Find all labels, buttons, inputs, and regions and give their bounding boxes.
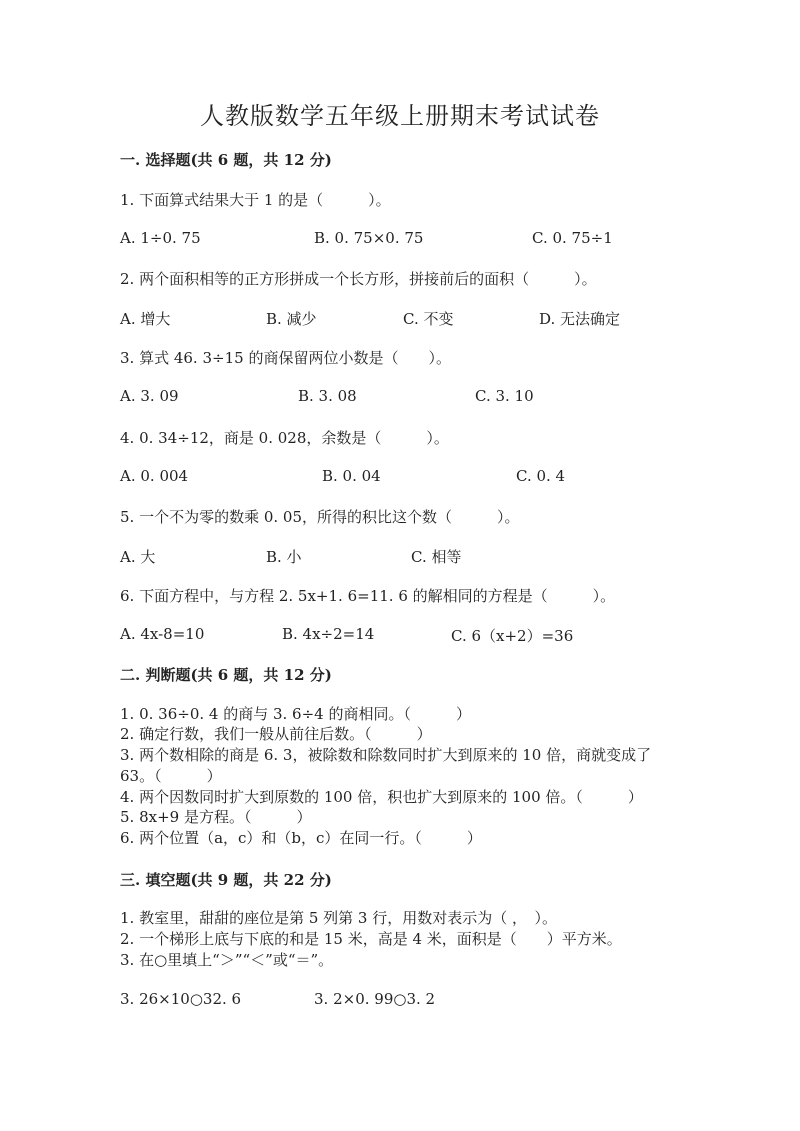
compare-expressions [120,990,720,1012]
option-b: B. 3. 08 [298,387,357,405]
option-b: B. 0. 04 [322,467,381,485]
section-heading-choice: 一. 选择题(共 6 题，共 12 分) [120,151,332,169]
page-title: 人教版数学五年级上册期末考试试卷 [200,102,600,130]
option-c: C. 不变 [403,310,454,328]
option-a: A. 大 [120,548,156,566]
judgement-item-6: 6. 两个位置（a，c）和（b，c）在同一行。（ ） [120,829,482,847]
option-a: A. 1÷0. 75 [120,229,201,247]
option-c: C. 6（x+2）=36 [451,627,574,645]
option-a: A. 增大 [120,310,171,328]
question-2-options [120,308,720,330]
option-b: B. 0. 75×0. 75 [314,229,424,247]
option-b: B. 减少 [266,310,317,328]
question-4-options [120,467,720,489]
question-6: 6. 下面方程中，与方程 2. 5x+1. 6=11. 6 的解相同的方程是（ ）。 [120,587,616,605]
judgement-item-2: 2. 确定行数，我们一般从前往后数。（ ） [120,725,432,743]
judgement-item-5: 5. 8x+9 是方程。（ ） [120,808,312,826]
question-3-options [120,387,720,409]
section-heading-fill-in: 三. 填空题(共 9 题，共 22 分) [120,871,332,889]
section-heading-judgement: 二. 判断题(共 6 题，共 12 分) [120,666,332,684]
option-a: A. 3. 09 [120,387,179,405]
option-c: C. 0. 4 [516,467,566,485]
judgement-item-3: 3. 两个数相除的商是 6. 3，被除数和除数同时扩大到原来的 10 倍，商就变成了 [120,746,652,764]
option-b: B. 4x÷2=14 [282,625,375,643]
question-3: 3. 算式 46. 3÷15 的商保留两位小数是（ ）。 [120,349,451,367]
compare-expression-1: 3. 26×10○32. 6 [120,990,242,1008]
compare-expression-2: 3. 2×0. 99○3. 2 [314,990,436,1008]
question-5: 5. 一个不为零的数乘 0. 05，所得的积比这个数（ ）。 [120,508,520,526]
judgement-item-3-continued: 63。（ ） [120,767,222,785]
fill-item-3: 3. 在○里填上“＞”“＜”或“＝”。 [120,951,334,969]
option-c: C. 相等 [411,548,462,566]
judgement-item-4: 4. 两个因数同时扩大到原数的 100 倍，积也扩大到原来的 100 倍。（ ） [120,788,643,806]
question-6-options [120,625,720,647]
question-1: 1. 下面算式结果大于 1 的是（ ）。 [120,191,391,209]
option-d: D. 无法确定 [539,310,621,328]
question-4: 4. 0. 34÷12，商是 0. 028，余数是（ ）。 [120,429,449,447]
fill-item-1: 1. 教室里，甜甜的座位是第 5 列第 3 行，用数对表示为（ ， ）。 [120,909,558,927]
question-2: 2. 两个面积相等的正方形拼成一个长方形，拼接前后的面积（ ）。 [120,270,597,288]
question-5-options [120,546,720,568]
question-1-options [120,229,720,251]
option-b: B. 小 [266,548,302,566]
judgement-item-1: 1. 0. 36÷0. 4 的商与 3. 6÷4 的商相同。（ ） [120,705,471,723]
option-c: C. 3. 10 [475,387,534,405]
option-a: A. 4x-8=10 [120,625,205,643]
option-a: A. 0. 004 [120,467,189,485]
fill-item-2: 2. 一个梯形上底与下底的和是 15 米，高是 4 米，面积是（ ）平方米。 [120,930,622,948]
option-c: C. 0. 75÷1 [532,229,613,247]
